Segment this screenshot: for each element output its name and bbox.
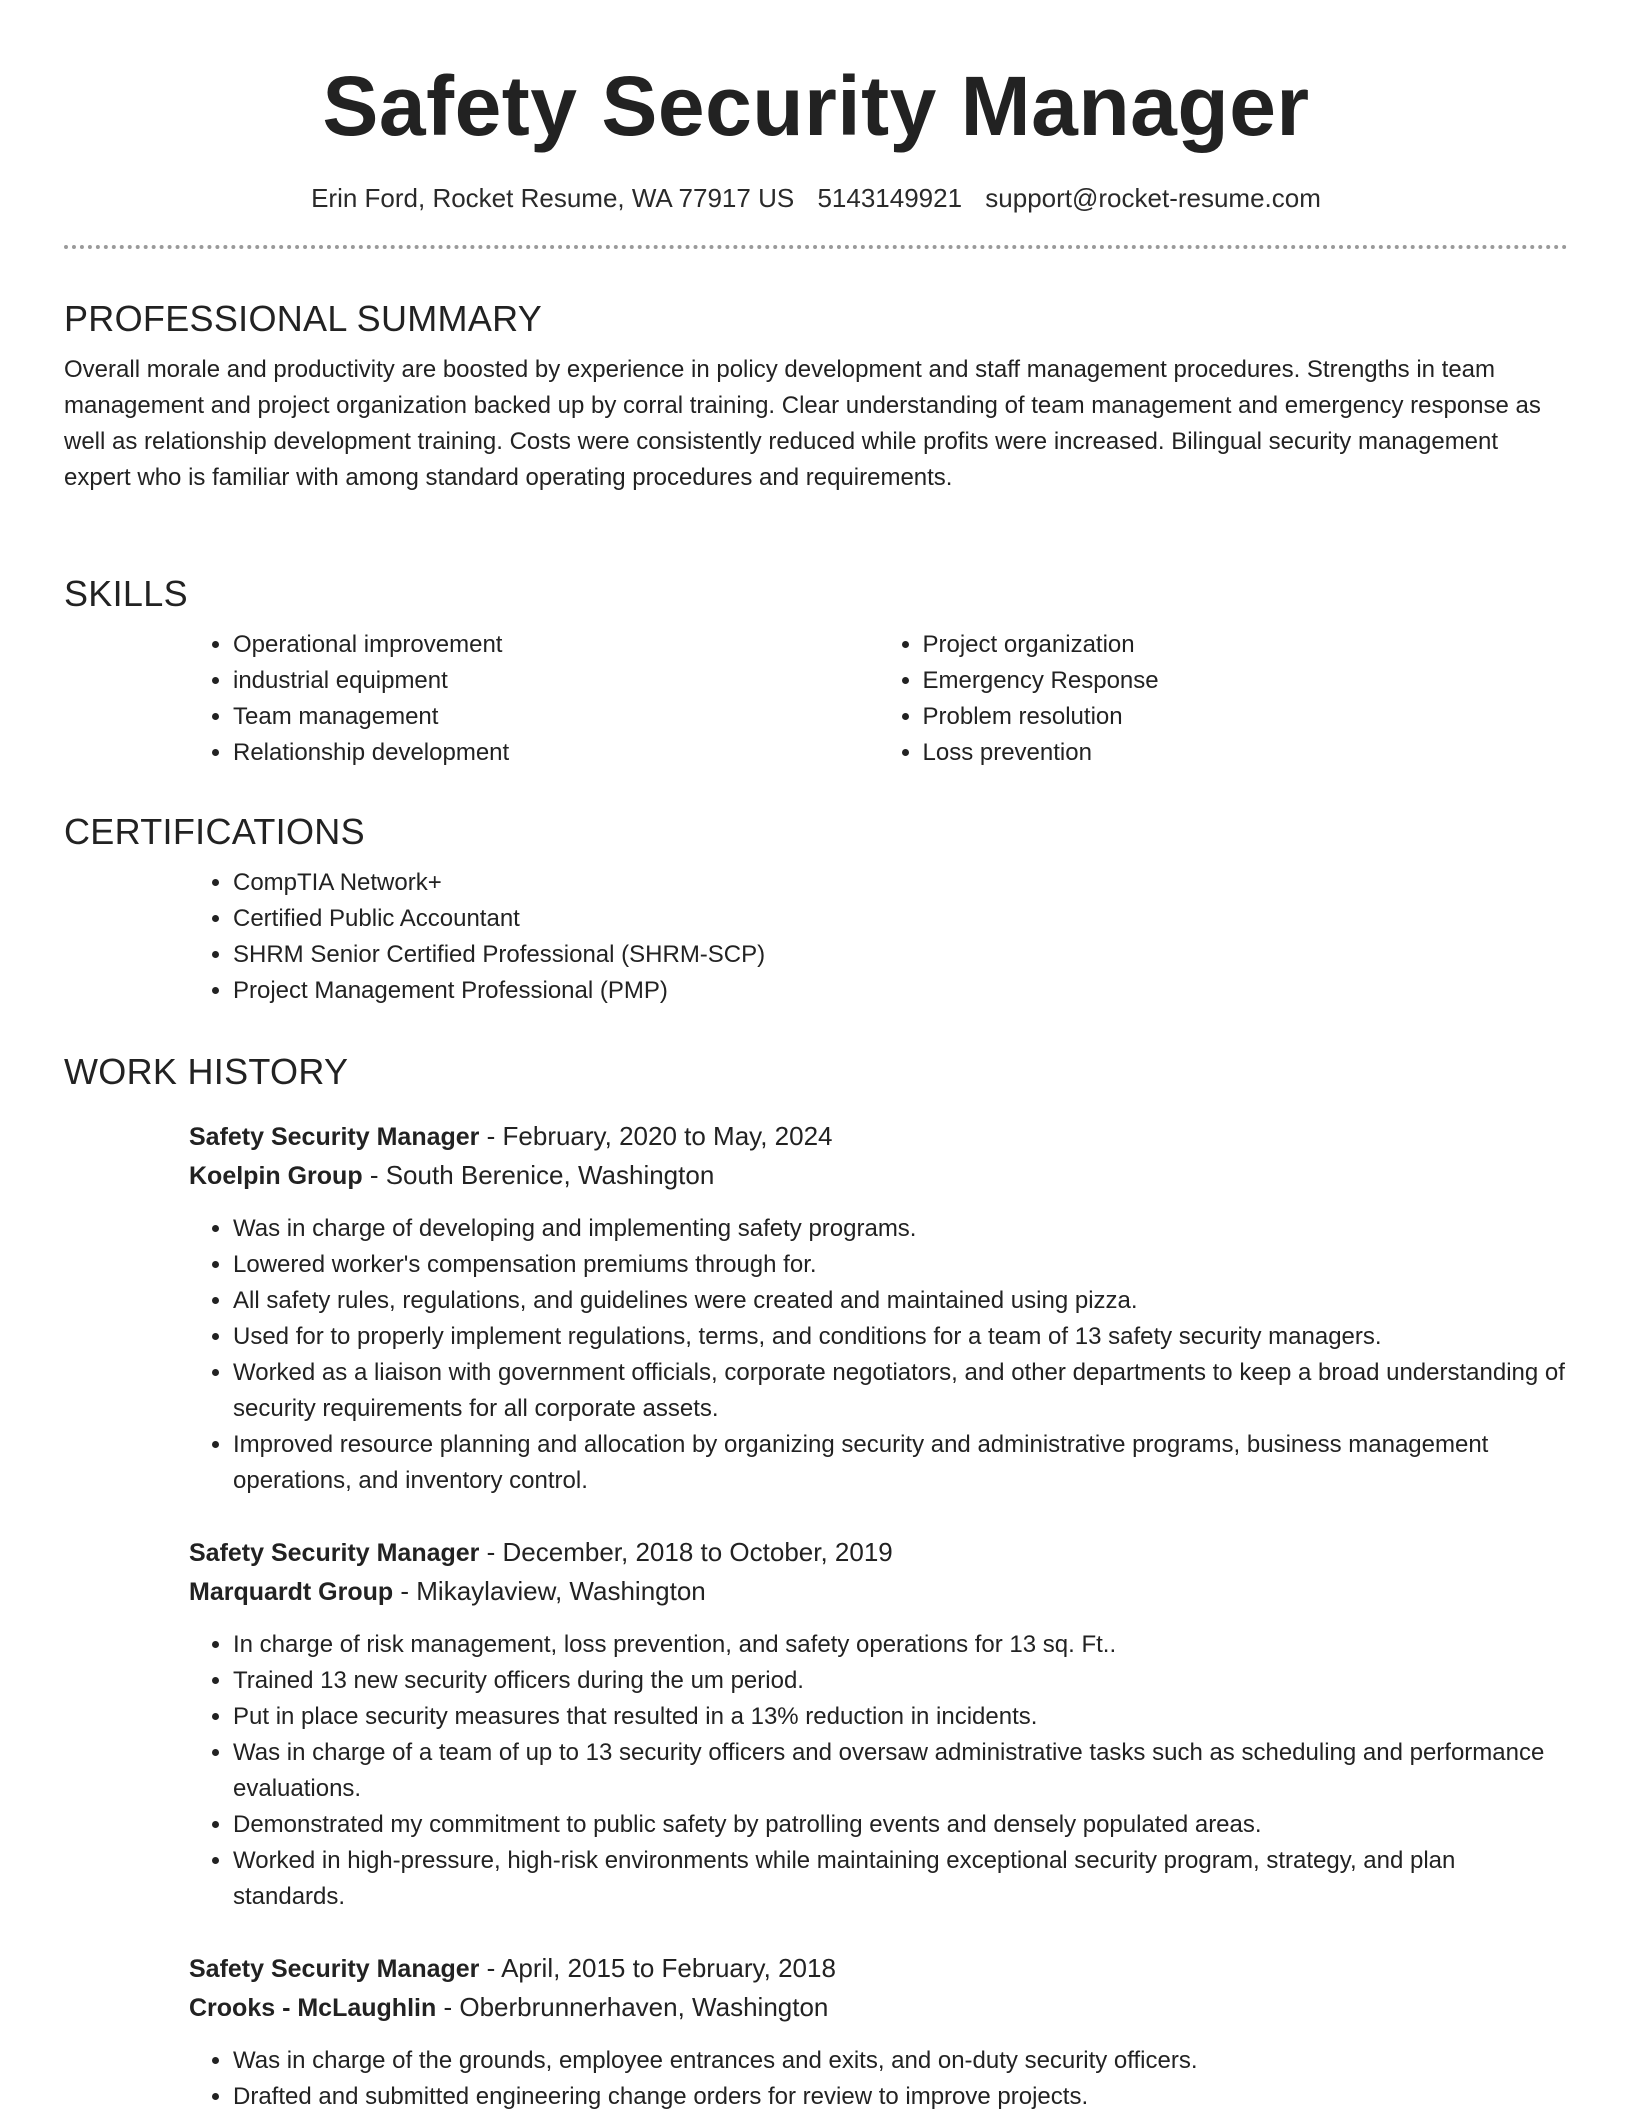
contact-address: Erin Ford, Rocket Resume, WA 77917 US	[311, 183, 795, 213]
job-bullet: • Worked in high-pressure, high-risk environments while maintaining exceptional security program, strategy, and plan standards.	[233, 1843, 1568, 1915]
job-bullet: • Was in charge of the grounds, employee entrances and exits, and on-duty security officers.	[233, 2043, 1568, 2079]
job-bullet: • Used for to properly implement regulations, terms, and conditions for a team of 13 safety security managers.	[233, 1319, 1568, 1355]
job-bullet: • Trained 13 new security officers during the um period.	[233, 1663, 1568, 1699]
contact-line	[64, 180, 1568, 216]
skill-item: • Loss prevention	[923, 735, 1569, 771]
work-history-section	[64, 1050, 1568, 1094]
job-bullets	[189, 2043, 1568, 2115]
job-entry	[64, 1117, 1568, 1499]
job-company: Crooks - McLaughlin	[189, 1994, 437, 2022]
job-title-line	[189, 1949, 1568, 1988]
job-company: Marquardt Group	[189, 1578, 394, 1606]
job-role: Safety Security Manager	[189, 1123, 480, 1151]
job-location: - South Berenice, Washington	[362, 1160, 715, 1190]
job-entry	[64, 1949, 1568, 2115]
summary-heading: PROFESSIONAL SUMMARY	[64, 298, 543, 339]
job-company-line	[189, 1156, 1568, 1195]
job-title-line	[189, 1533, 1568, 1572]
job-dates: - April, 2015 to February, 2018	[479, 1953, 836, 1983]
certifications-heading: CERTIFICATIONS	[64, 811, 365, 852]
certifications-list	[189, 865, 1568, 1009]
job-bullet: • Was in charge of developing and implementing safety programs.	[233, 1211, 1568, 1247]
certification-item: • Certified Public Accountant	[233, 901, 1568, 937]
work-history-heading: WORK HISTORY	[64, 1051, 349, 1092]
job-title-line	[189, 1117, 1568, 1156]
certification-item: • SHRM Senior Certified Professional (SHRM-SCP)	[233, 937, 1568, 973]
contact-email[interactable]: support@rocket-resume.com	[985, 183, 1321, 213]
job-location: - Mikaylaview, Washington	[393, 1576, 706, 1606]
job-role: Safety Security Manager	[189, 1955, 480, 1983]
job-bullet: • In charge of risk management, loss prevention, and safety operations for 13 sq. Ft..	[233, 1627, 1568, 1663]
job-bullet: • Was in charge of a team of up to 13 security officers and oversaw administrative tasks such as scheduling and performance evaluations.	[233, 1735, 1568, 1807]
job-company-line	[189, 1988, 1568, 2027]
job-bullet: • Lowered worker's compensation premiums through for.	[233, 1247, 1568, 1283]
summary-text: Overall morale and productivity are boosted by experience in policy development and staff management procedures. Strengths in team management and project organization backed up by corral training. Clear understanding of team management and emergency response as well as relationship development training. Costs were consistently reduced while profits were increased. Bilingual security management expert who is familiar with among standard operating procedures and requirements.	[64, 356, 1541, 491]
job-dates: - February, 2020 to May, 2024	[479, 1121, 833, 1151]
skill-item: • Relationship development	[233, 735, 879, 771]
job-role: Safety Security Manager	[189, 1539, 480, 1567]
job-bullet: • Drafted and submitted engineering change orders for review to improve projects.	[233, 2079, 1568, 2115]
job-entry	[64, 1533, 1568, 1915]
skill-item: • Project organization	[923, 627, 1569, 663]
skills-section	[64, 572, 1568, 771]
job-bullet: • All safety rules, regulations, and guidelines were created and maintained using pizza.	[233, 1283, 1568, 1319]
skill-item: • Problem resolution	[923, 699, 1569, 735]
certification-item: • Project Management Professional (PMP)	[233, 973, 1568, 1009]
job-bullet: • Demonstrated my commitment to public safety by patrolling events and densely populated areas.	[233, 1807, 1568, 1843]
summary-section	[64, 297, 1568, 496]
certifications-section	[64, 810, 1568, 1009]
job-company: Koelpin Group	[189, 1162, 363, 1190]
job-bullet: • Put in place security measures that resulted in a 13% reduction in incidents.	[233, 1699, 1568, 1735]
skill-item: • industrial equipment	[233, 663, 879, 699]
skills-heading: SKILLS	[64, 573, 188, 614]
skill-item: • Operational improvement	[233, 627, 879, 663]
skill-item: • Team management	[233, 699, 879, 735]
skills-list-right	[879, 627, 1569, 771]
job-bullets	[189, 1627, 1568, 1915]
job-bullets	[189, 1211, 1568, 1499]
certification-item: • CompTIA Network+	[233, 865, 1568, 901]
skills-grid	[189, 627, 1568, 771]
resume-name: Safety Security Manager	[322, 59, 1310, 153]
job-bullet: • Improved resource planning and allocation by organizing security and administrative programs, business management operations, and inventory control.	[233, 1427, 1568, 1499]
skills-list-left	[189, 627, 879, 771]
job-location: - Oberbrunnerhaven, Washington	[436, 1992, 829, 2022]
header-divider	[64, 245, 1568, 249]
contact-phone[interactable]: 5143149921	[817, 183, 963, 213]
job-company-line	[189, 1572, 1568, 1611]
skill-item: • Emergency Response	[923, 663, 1569, 699]
job-dates: - December, 2018 to October, 2019	[479, 1537, 893, 1567]
job-bullet: • Worked as a liaison with government officials, corporate negotiators, and other departments to keep a broad understanding of security requirements for all corporate assets.	[233, 1355, 1568, 1427]
